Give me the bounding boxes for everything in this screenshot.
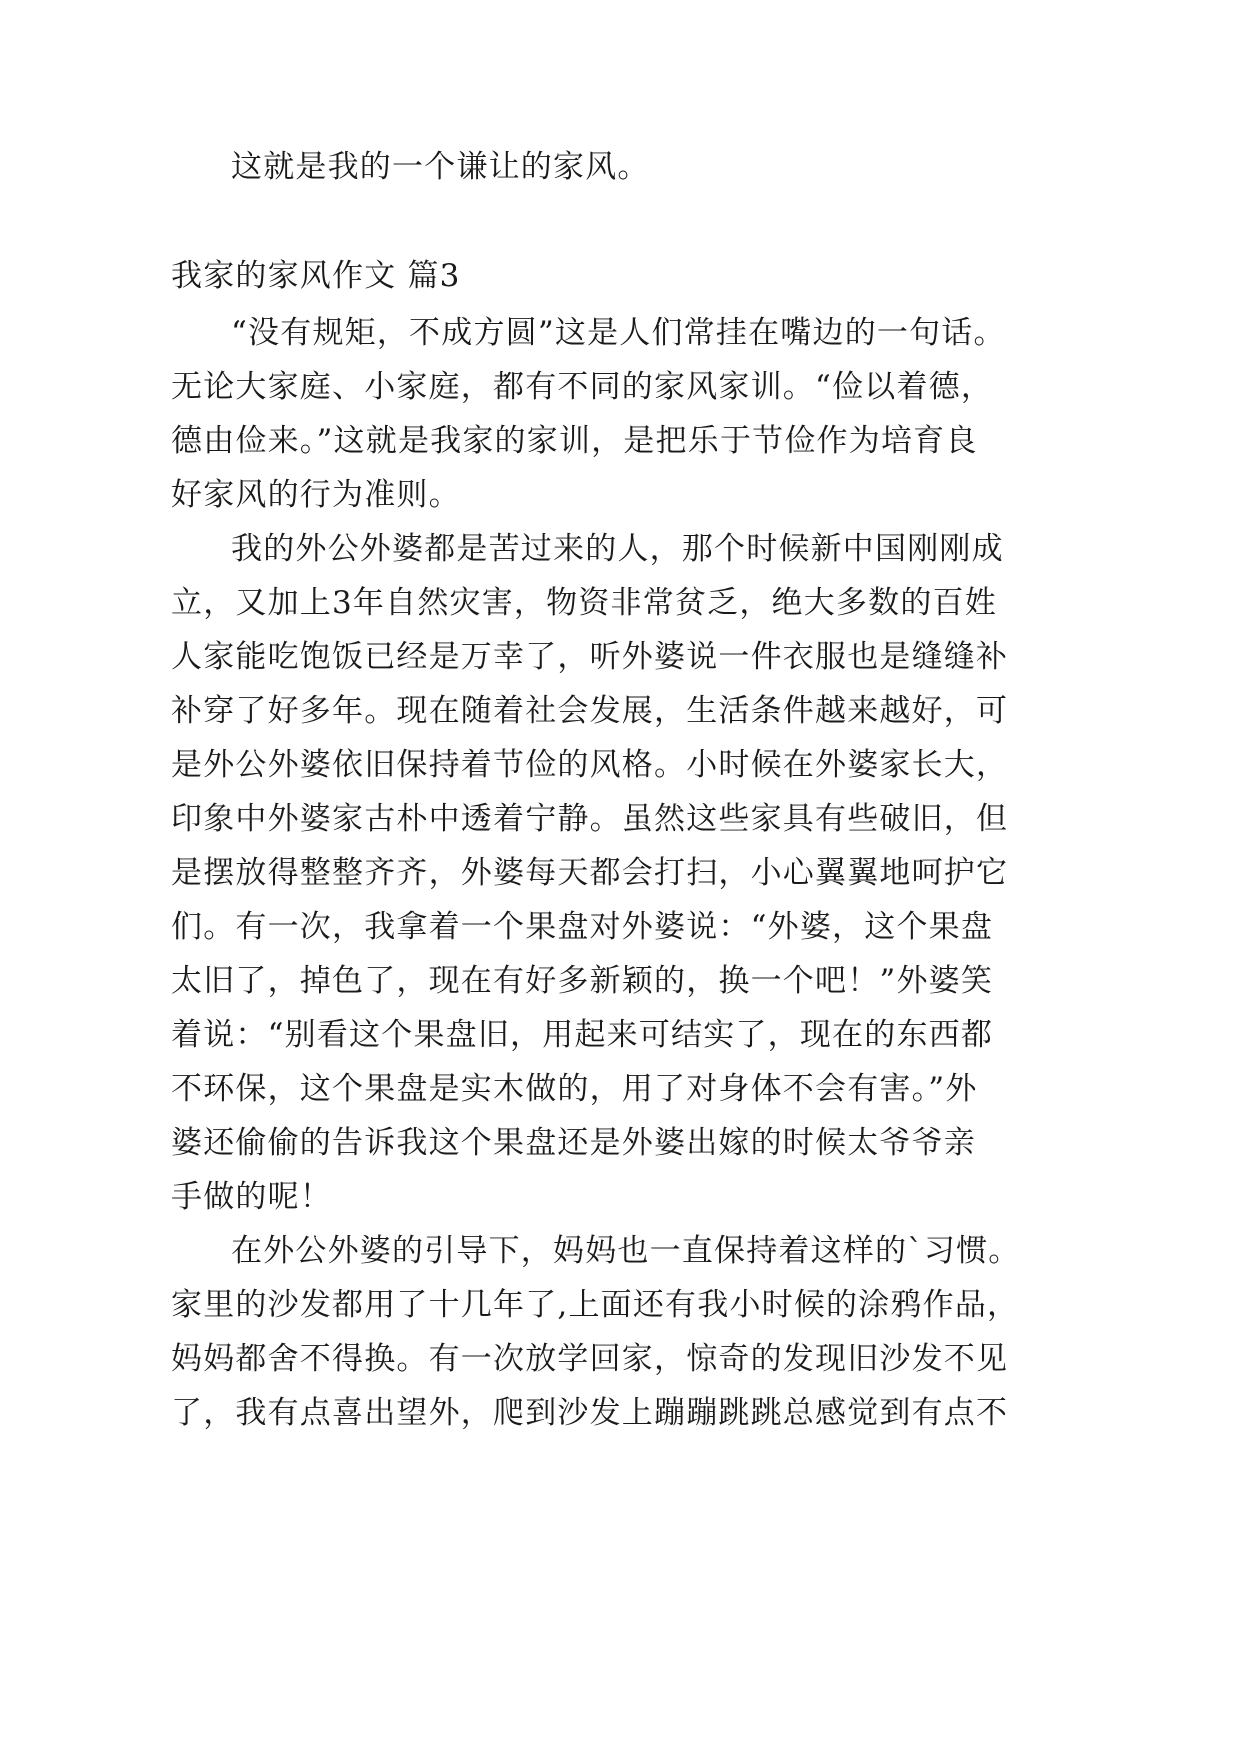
paragraph-line: 印象中外婆家古朴中透着宁静。虽然这些家具有些破旧，但 (171, 801, 1009, 837)
section-heading: 我家的家风作文 篇3 (171, 258, 461, 294)
paragraph-line: 好家风的行为准则。 (171, 477, 461, 513)
paragraph-line: 们。有一次，我拿着一个果盘对外婆说：“外婆，这个果盘 (171, 909, 994, 945)
paragraph-line: 立，又加上3年自然灾害，物资非常贫乏，绝大多数的百姓 (171, 585, 997, 621)
paragraph-line: 是摆放得整整齐齐，外婆每天都会打扫，小心翼翼地呵护它 (171, 855, 1009, 891)
paragraph-line: 补穿了好多年。现在随着社会发展，生活条件越来越好，可 (171, 693, 1009, 729)
paragraph-line: 太旧了，掉色了，现在有好多新颖的，换一个吧！”外婆笑 (171, 963, 994, 999)
paragraph-line: 我的外公外婆都是苦过来的人，那个时候新中国刚刚成 (231, 531, 1004, 567)
paragraph-line: 在外公外婆的引导下，妈妈也一直保持着这样的`习惯。 (231, 1233, 1021, 1269)
paragraph-line: 是外公外婆依旧保持着节俭的风格。小时候在外婆家长大， (171, 747, 1009, 783)
paragraph-line: 人家能吃饱饭已经是万幸了，听外婆说一件衣服也是缝缝补 (171, 639, 1009, 675)
paragraph-line: 婆还偷偷的告诉我这个果盘还是外婆出嫁的时候太爷爷亲 (171, 1125, 976, 1161)
paragraph-line: 家里的沙发都用了十几年了,上面还有我小时候的涂鸦作品， (171, 1287, 1020, 1323)
paragraph-line: 妈妈都舍不得换。有一次放学回家，惊奇的发现旧沙发不见 (171, 1341, 1009, 1377)
paragraph-line: “没有规矩，不成方圆”这是人们常挂在嘴边的一句话。 (231, 315, 1006, 351)
closing-sentence: 这就是我的一个谦让的家风。 (231, 149, 650, 185)
paragraph-line: 手做的呢！ (171, 1179, 332, 1215)
paragraph-line: 了，我有点喜出望外，爬到沙发上蹦蹦跳跳总感觉到有点不 (171, 1395, 1009, 1431)
paragraph-line: 不环保，这个果盘是实木做的，用了对身体不会有害。”外 (171, 1071, 978, 1107)
paragraph-line: 无论大家庭、小家庭，都有不同的家风家训。“俭以着德， (171, 369, 994, 405)
paragraph-line: 着说：“别看这个果盘旧，用起来可结实了，现在的东西都 (171, 1017, 994, 1053)
paragraph-line: 德由俭来。”这就是我家的家训，是把乐于节俭作为培育良 (171, 423, 978, 459)
